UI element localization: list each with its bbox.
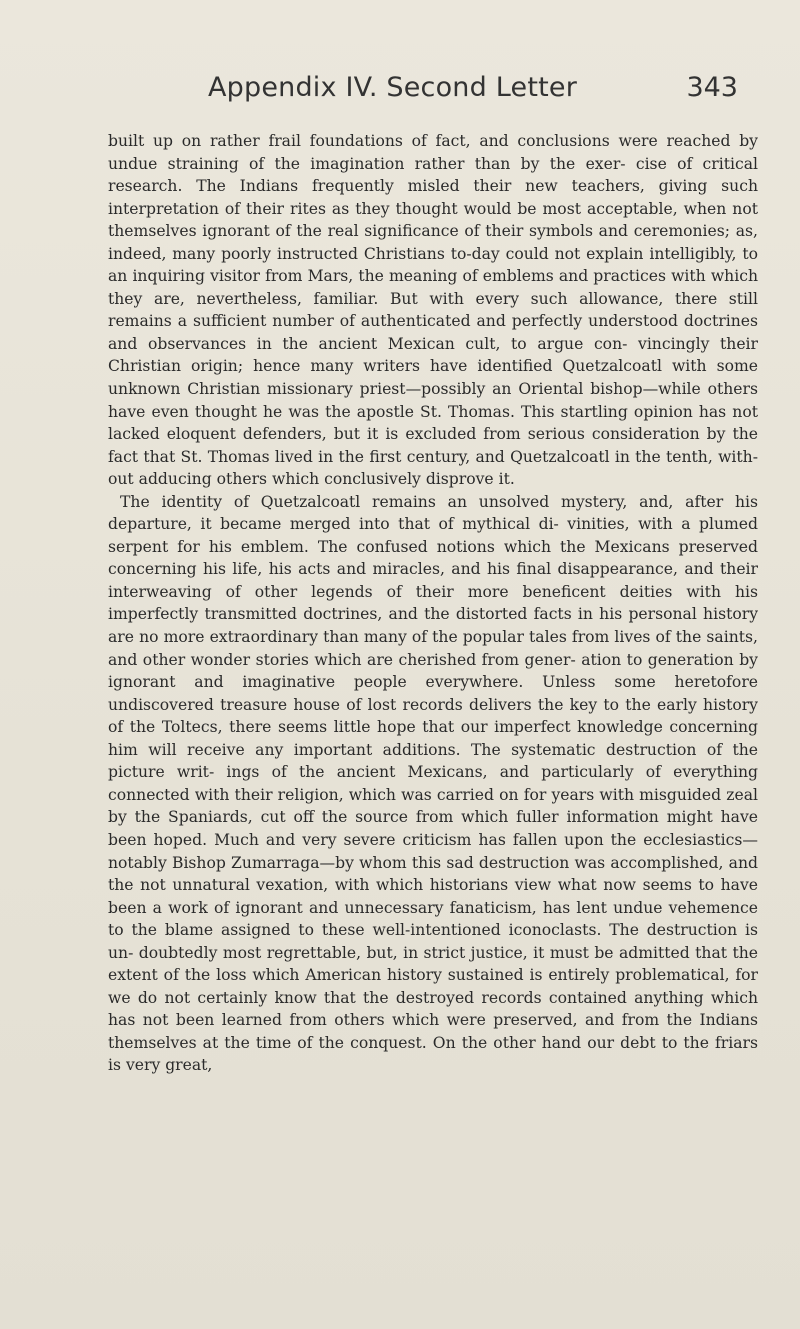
page-number: 343 (686, 72, 738, 103)
body-text (108, 130, 758, 1077)
running-title: Appendix IV. Second Letter (208, 72, 578, 103)
paragraph: The identity of Quetzalcoatl remains an unsolved mystery, and, after his departure, it became merged into that of mythical di- vinities, with a plumed serpent for his emblem. The confused notions which the Mexicans preserved concerning his life, his acts and miracles, and his final disappearance, and their interweaving of other legends of their more beneficent deities with his imperfectly transmitted doctrines, and the distorted facts in his personal history are no more extraordinary than many of the popular tales from lives of the saints, and other wonder stories which are cherished from gener- ation to generation by ignorant and imaginative people everywhere. Unless some heretofore undiscovered treasure house of lost records delivers the key to the early history of the Toltecs, there seems little hope that our imperfect knowledge concerning him will receive any important additions. The systematic destruction of the picture writ- ings of the ancient Mexicans, and particularly of everything connected with their religion, which was carried on for years with misguided zeal by the Spaniards, cut off the source from which fuller information might have been hoped. Much and very severe criticism has fallen upon the ecclesiastics—notably Bishop Zumarraga—by whom this sad destruction was accomplished, and the not unnatural vexation, with which historians view what now seems to have been a work of ignorant and unnecessary fanaticism, has lent undue vehemence to the blame assigned to these well-intentioned iconoclasts. The destruction is un- doubtedly most regrettable, but, in strict justice, it must be admitted that the extent of the loss which American history sustained is entirely problematical, for we do not certainly know that the destroyed records contained anything which has not been learned from others which were preserved, and from the Indians themselves at the time of the conquest. On the other hand our debt to the friars is very great, (108, 492, 758, 1075)
running-header (108, 72, 748, 112)
paragraph-continued: built up on rather frail foundations of fact, and conclusions were reached by undue straining of the imagination rather than by the exer- cise of critical research. The Indians frequently misled their new teachers, giving such interpretation of their rites as they thought would be most acceptable, when not themselves ignorant of the real significance of their symbols and ceremonies; as, indeed, many poorly instructed Christians to-day could not explain intelligibly, to an inquiring visitor from Mars, the meaning of emblems and practices with which they are, nevertheless, familiar. But with every such allowance, there still remains a sufficient number of authenticated and perfectly understood doctrines and observances in the ancient Mexican cult, to argue con- vincingly their Christian origin; hence many writers have identified Quetzalcoatl with some unknown Christian missionary priest—possibly an Oriental bishop—while others have even thought he was the apostle St. Thomas. This startling opinion has not lacked eloquent defenders, but it is excluded from serious consideration by the fact that St. Thomas lived in the first century, and Quetzalcoatl in the tenth, with- out adducing others which conclusively disprove it. (108, 132, 758, 489)
